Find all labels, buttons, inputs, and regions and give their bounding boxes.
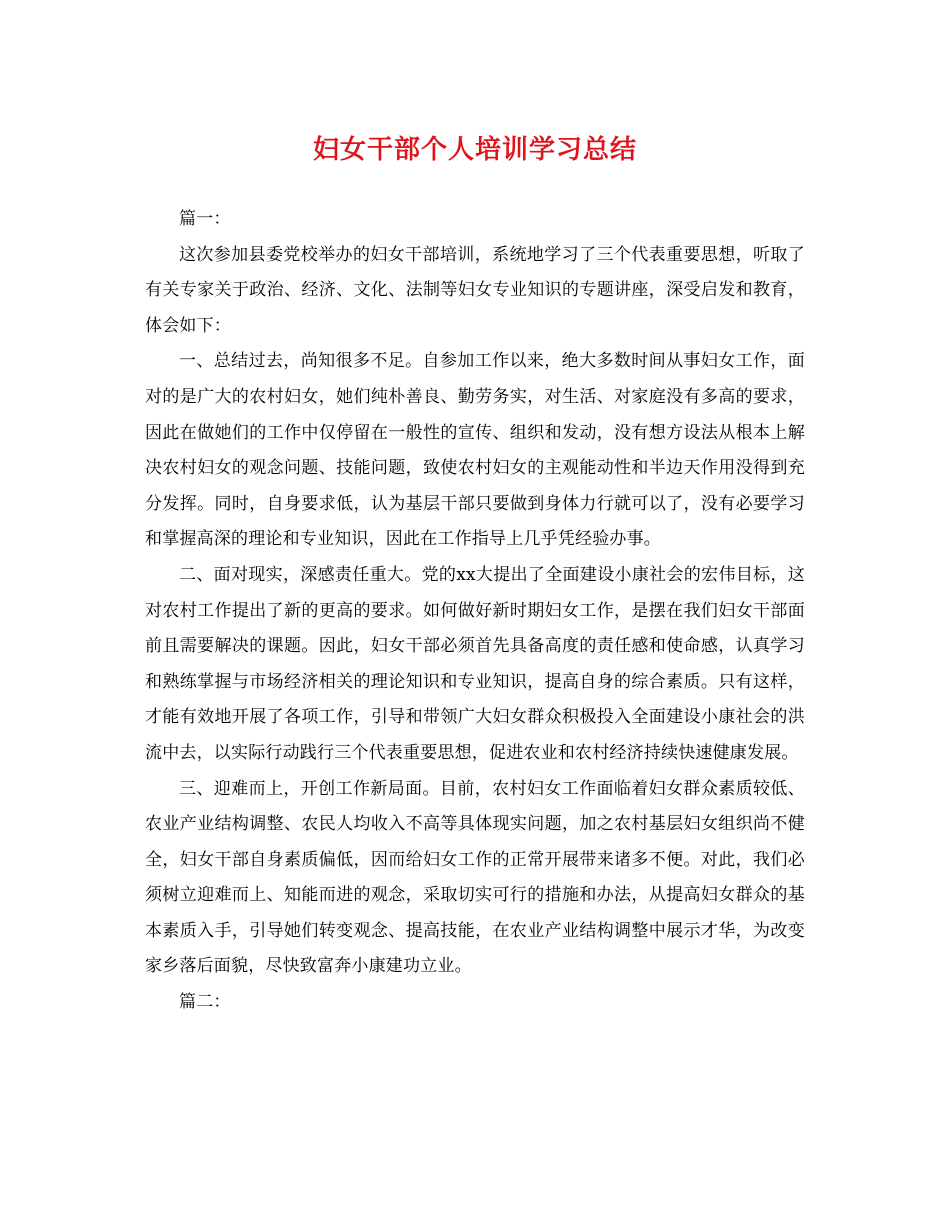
- paragraph-point-one: 一、总结过去，尚知很多不足。自参加工作以来，绝大多数时间从事妇女工作，面对的是广大的农村妇女，她们纯朴善良、勤劳务实，对生活、对家庭没有多高的要求，因此在做她们的工作中仅停留在一般性的宣传、组织和发动，没有想方设法从根本上解决农村妇女的观念问题、技能问题，致使农村妇女的主观能动性和半边天作用没得到充分发挥。同时，自身要求低，认为基层干部只要做到身体力行就可以了，没有必要学习和掌握高深的理论和专业知识，因此在工作指导上几乎凭经验办事。: [145, 351, 805, 550]
- paragraph-point-two: 二、面对现实，深感责任重大。党的xx大提出了全面建设小康社会的宏伟目标，这对农村工作提出了新的更高的要求。如何做好新时期妇女工作，是摆在我们妇女干部面前且需要解决的课题。因此，妇女干部必须首先具备高度的责任感和使命感，认真学习和熟练掌握与市场经济相关的理论知识和专业知识，提高自身的综合素质。只有这样，才能有效地开展了各项工作，引导和带领广大妇女群众积极投入全面建设小康社会的洪流中去，以实际行动践行三个代表重要思想，促进农业和农村经济持续快速健康发展。: [145, 564, 805, 763]
- section-heading-part-one: 篇一：: [179, 209, 231, 229]
- paragraph-intro: 这次参加县委党校举办的妇女干部培训，系统地学习了三个代表重要思想，听取了有关专家关于政治、经济、文化、法制等妇女专业知识的专题讲座，深受启发和教育，体会如下：: [145, 244, 805, 336]
- document-title: 妇女干部个人培训学习总结: [312, 135, 637, 165]
- document-body: [145, 202, 805, 1021]
- section-heading-part-two: 篇二：: [179, 992, 231, 1013]
- paragraph-point-three: 三、迎难而上，开创工作新局面。目前，农村妇女工作面临着妇女群众素质较低、农业产业结构调整、农民人均收入不高等具体现实问题，加之农村基层妇女组织尚不健全，妇女干部自身素质偏低，因而给妇女工作的正常开展带来诸多不便。对此，我们必须树立迎难而上、知能而进的观念，采取切实可行的措施和办法，从提高妇女群众的基本素质入手，引导她们转变观念、提高技能，在农业产业结构调整中展示才华，为改变家乡落后面貌，尽快致富奔小康建功立业。: [145, 778, 805, 977]
